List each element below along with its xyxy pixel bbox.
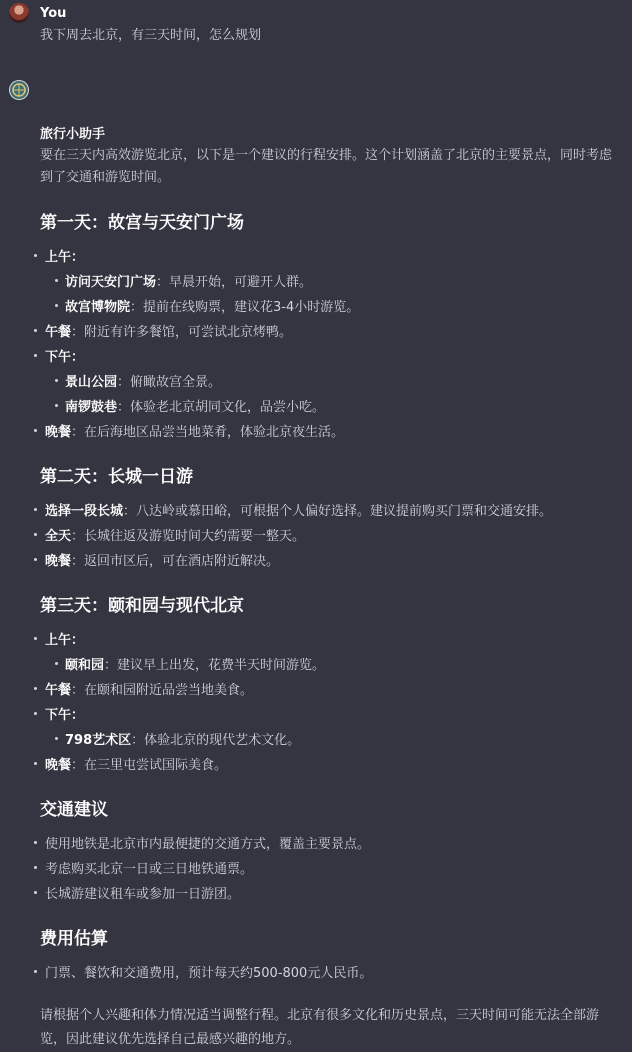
list-item: 午餐：附近有许多餐馆，可尝试北京烤鸭。 — [40, 320, 614, 345]
list-item: 门票、餐饮和交通费用，预计每天约500-800元人民币。 — [40, 961, 614, 986]
transport-heading: 交通建议 — [40, 800, 108, 820]
list-item: 故宫博物院：提前在线购票，建议花3-4小时游览。 — [40, 295, 614, 320]
list-item: 下午： — [40, 345, 614, 370]
cost-heading: 费用估算 — [40, 929, 108, 949]
list-item: 长城游建议租车或参加一日游团。 — [40, 882, 614, 907]
list-item: 晚餐：在三里屯尝试国际美食。 — [40, 753, 614, 778]
list-item: 选择一段长城：八达岭或慕田峪，可根据个人偏好选择。建议提前购买门票和交通安排。 — [40, 499, 614, 524]
intro-paragraph: 要在三天内高效游览北京，以下是一个建议的行程安排。这个计划涵盖了北京的主要景点，同时考虑到了交通和游览时间。 — [40, 148, 613, 185]
user-message — [0, 0, 632, 46]
cost-list — [40, 961, 614, 986]
list-item: 798艺术区：体验北京的现代艺术文化。 — [40, 728, 614, 753]
assistant-name: 旅行小助手 — [40, 127, 106, 142]
list-item: 午餐：在颐和园附近品尝当地美食。 — [40, 678, 614, 703]
day3-list — [40, 628, 614, 778]
day3-heading: 第三天：颐和园与现代北京 — [40, 596, 244, 616]
list-item: 上午： — [40, 245, 614, 270]
list-item: 颐和园：建议早上出发，花费半天时间游览。 — [40, 653, 614, 678]
list-item: 全天：长城往返及游览时间大约需要一整天。 — [40, 524, 614, 549]
transport-list — [40, 832, 614, 907]
day1-list — [40, 245, 614, 445]
list-item: 访问天安门广场：早晨开始，可避开人群。 — [40, 270, 614, 295]
assistant-message — [0, 46, 632, 1052]
day2-heading: 第二天：长城一日游 — [40, 467, 193, 487]
day1-heading: 第一天：故宫与天安门广场 — [40, 213, 244, 233]
closing-paragraph: 请根据个人兴趣和体力情况适当调整行程。北京有很多文化和历史景点，三天时间可能无法全部游览，因此建议优先选择自己最感兴趣的地方。 — [40, 1008, 600, 1047]
day2-list — [40, 499, 614, 574]
list-item: 上午： — [40, 628, 614, 653]
list-item: 下午： — [40, 703, 614, 728]
list-item: 晚餐：在后海地区品尝当地菜肴，体验北京夜生活。 — [40, 420, 614, 445]
user-message-text: 我下周去北京，有三天时间，怎么规划 — [40, 28, 262, 43]
list-item: 景山公园：俯瞰故宫全景。 — [40, 370, 614, 395]
list-item: 使用地铁是北京市内最便捷的交通方式，覆盖主要景点。 — [40, 832, 614, 857]
list-item: 晚餐：返回市区后，可在酒店附近解决。 — [40, 549, 614, 574]
list-item: 考虑购买北京一日或三日地铁通票。 — [40, 857, 614, 882]
user-name: You — [40, 6, 67, 21]
list-item: 南锣鼓巷：体验老北京胡同文化，品尝小吃。 — [40, 395, 614, 420]
